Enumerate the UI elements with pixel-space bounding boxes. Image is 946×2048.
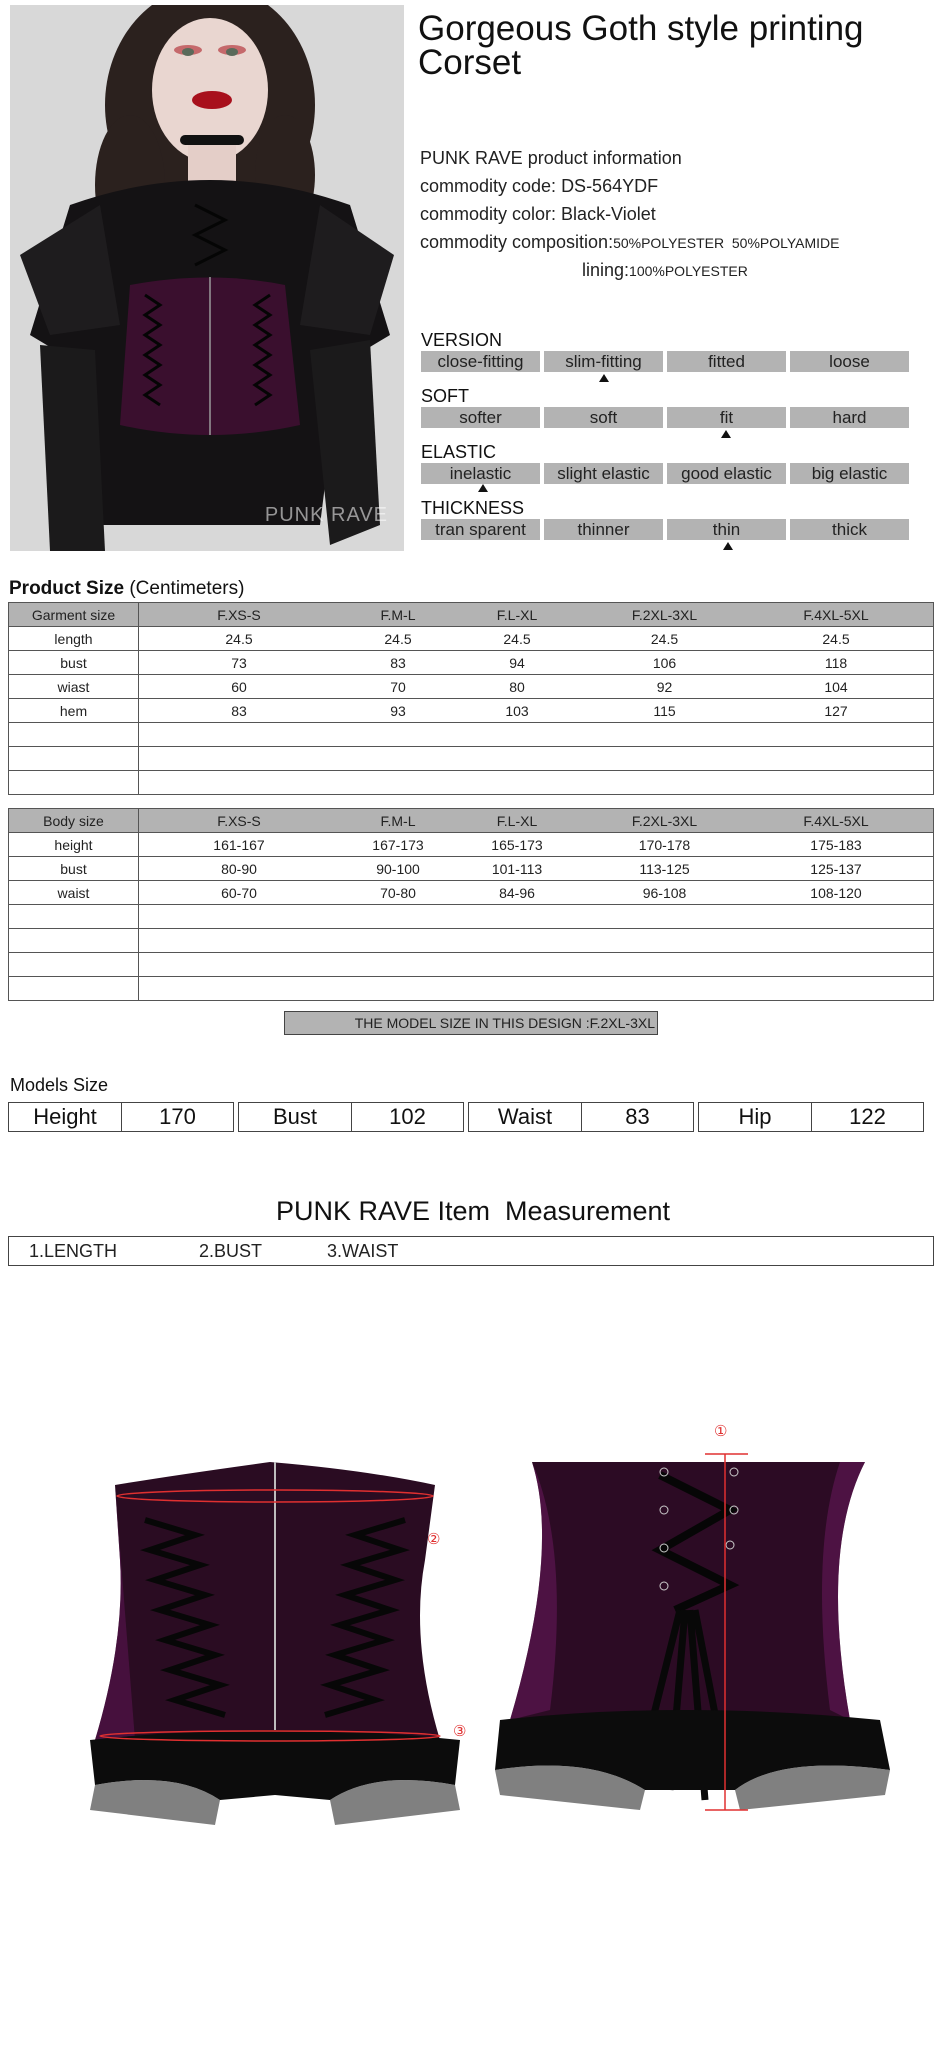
measure-bust-label: 2.BUST [199,1241,263,1261]
marker-bust: ② [427,1531,441,1548]
table-cell: F.L-XL [496,606,538,623]
table-row-empty [9,747,934,771]
table-cell: 101-113 [491,860,543,877]
code-value: DS-564YDF [561,176,659,196]
table-cell [139,771,934,795]
marker-waist: ③ [453,1723,467,1740]
table-cell [9,747,139,771]
model-photo [10,5,404,551]
table-cell: F.2XL-3XL [631,606,698,623]
table-cell: 161-167 [213,836,265,853]
table-cell: Body size [9,809,139,833]
model-stat-value: 122 [849,1104,886,1129]
composition-value: 50%POLYESTER 50%POLYAMIDE [613,235,840,251]
attr-option: loose [790,351,909,372]
table-row-empty [9,929,934,953]
color-label: commodity color: [420,204,562,224]
table-cell: Garment size [9,603,139,627]
table-cell: 108-120 [810,884,862,901]
table-cell: 24.5 [384,630,412,647]
model-stat-label: Height [9,1103,122,1131]
table-cell: 103 [505,702,529,719]
table-cell: 24.5 [503,630,531,647]
table-cell: bust [9,651,139,675]
model-stat-label: Hip [699,1103,812,1131]
attr-thickness [421,498,911,554]
lining-label: lining: [582,260,630,280]
measurement-title: PUNK RAVE Item Measurement [275,1196,671,1226]
table-cell [139,905,934,929]
attr-option: thin [667,519,786,540]
table-cell: 73 [231,654,247,671]
model-stat-value: 102 [389,1104,426,1129]
table-cell: F.4XL-5XL [803,606,869,623]
table-cell: 94 [509,654,525,671]
table-cell: 84-96 [499,884,535,901]
marker-length: ① [714,1423,728,1440]
color-value: Black-Violet [561,204,656,224]
attr-option: fit [667,407,786,428]
attr-option: inelastic [421,463,540,484]
table-cell: F.M-L [380,606,416,623]
table-row-empty [9,905,934,929]
table-row [9,627,934,651]
table-cell [139,747,934,771]
table-cell: 93 [390,702,406,719]
table-cell [139,929,934,953]
table-cell [139,977,934,1001]
info-heading: PUNK RAVE product information [420,148,682,168]
commodity-lining [420,256,840,284]
table-row-empty [9,977,934,1001]
models-size-row [8,1102,924,1132]
table-cell: 113-125 [639,860,690,877]
table-cell [139,723,934,747]
lining-value: 100%POLYESTER [629,263,748,279]
model-stat-label: Waist [469,1103,582,1131]
table-cell: 24.5 [650,630,679,647]
attr-option: thinner [544,519,663,540]
table-cell: F.L-XL [496,812,538,829]
table-header-row [9,809,934,833]
attr-option: tran sparent [421,519,540,540]
product-size-title-bold: Product Size [9,578,125,599]
table-cell: 80-90 [221,860,257,877]
table-cell [139,953,934,977]
attr-option: hard [790,407,909,428]
product-title: Gorgeous Goth style printing Corset [418,9,864,82]
model-stat-label: Bust [239,1103,352,1131]
attr-label: THICKNESS [421,498,525,518]
composition-label: commodity composition: [420,232,614,252]
corset-front-illustration [75,1440,475,1825]
table-cell: waist [9,881,139,905]
corset-front-image [75,1440,475,1825]
table-row [9,833,934,857]
attr-option: thick [790,519,909,540]
model-hip [698,1102,924,1132]
product-size-title [9,578,244,600]
table-cell: bust [9,857,139,881]
table-cell [9,771,139,795]
selected-arrow-icon [723,542,733,550]
table-row [9,699,934,723]
attr-option: soft [544,407,663,428]
table-header-row [9,603,934,627]
model-stat-value: 170 [159,1104,196,1129]
table-cell: 125-137 [810,860,862,877]
table-row-empty [9,953,934,977]
model-waist [468,1102,694,1132]
table-row [9,881,934,905]
table-cell: 90-100 [376,860,420,877]
table-cell: 83 [231,702,247,719]
models-size-title: Models Size [10,1075,109,1095]
attr-option: big elastic [790,463,909,484]
corset-back-image [480,1410,900,1850]
selected-arrow-icon [599,374,609,382]
table-cell: 60-70 [221,884,257,901]
table-cell: 167-173 [372,836,424,853]
product-size-title-unit: (Centimeters) [129,578,245,599]
corset-back-illustration [480,1410,900,1850]
table-cell: 24.5 [822,630,850,647]
table-cell [9,905,139,929]
attr-version [421,330,911,386]
table-cell: 170-178 [638,836,691,853]
table-cell: 92 [656,678,673,695]
table-cell [9,953,139,977]
model-stat-value: 83 [625,1104,650,1129]
attr-option: fitted [667,351,786,372]
commodity-code [420,172,840,200]
table-cell: length [9,627,139,651]
table-cell: F.M-L [380,812,416,829]
attr-option: slight elastic [544,463,663,484]
attr-elastic [421,442,911,498]
attr-option: slim-fitting [544,351,663,372]
table-cell: F.XS-S [217,606,261,623]
commodity-composition [420,228,840,256]
table-row-empty [9,771,934,795]
product-size-table [8,602,934,795]
product-info [420,144,840,284]
table-cell: 104 [824,678,848,695]
table-cell: 118 [824,654,848,671]
table-cell: 115 [653,702,676,719]
table-row [9,675,934,699]
measure-length-label: 1.LENGTH [29,1241,118,1261]
selected-arrow-icon [721,430,731,438]
table-cell: wiast [9,675,139,699]
table-cell: F.XS-S [217,812,261,829]
table-cell: 70-80 [380,884,416,901]
attr-label: ELASTIC [421,442,497,462]
table-cell: 70 [390,678,406,695]
table-cell [9,723,139,747]
table-cell: 106 [652,654,677,671]
commodity-color [420,200,840,228]
table-cell: 165-173 [491,836,543,853]
table-cell [9,929,139,953]
photo-watermark: PUNK RAVE [264,504,388,526]
table-cell: 24.5 [225,630,253,647]
table-row [9,651,934,675]
table-cell: 175-183 [810,836,862,853]
table-cell: 96-108 [642,884,687,901]
table-cell: F.2XL-3XL [631,812,698,829]
model-photo-illustration [10,5,404,551]
table-cell: hem [9,699,139,723]
code-label: commodity code: [420,176,562,196]
body-size-table [8,808,934,1001]
attr-option: good elastic [667,463,786,484]
model-size-note: THE MODEL SIZE IN THIS DESIGN :F.2XL-3XL [284,1011,658,1035]
attribute-scales [421,330,911,554]
table-cell: 80 [509,678,525,695]
table-cell: height [9,833,139,857]
attr-label: VERSION [421,330,503,350]
table-cell: F.4XL-5XL [803,812,869,829]
table-cell: 83 [390,654,406,671]
table-cell [9,977,139,1001]
table-row-empty [9,723,934,747]
model-bust [238,1102,464,1132]
measure-waist-label: 3.WAIST [327,1241,399,1261]
attr-label: SOFT [421,386,469,406]
selected-arrow-icon [478,484,488,492]
model-height [8,1102,234,1132]
table-cell: 127 [824,702,848,719]
attr-option: close-fitting [421,351,540,372]
attr-option: softer [421,407,540,428]
table-row [9,857,934,881]
measurement-legend [8,1236,934,1266]
table-cell: 60 [231,678,247,695]
attr-soft [421,386,911,442]
